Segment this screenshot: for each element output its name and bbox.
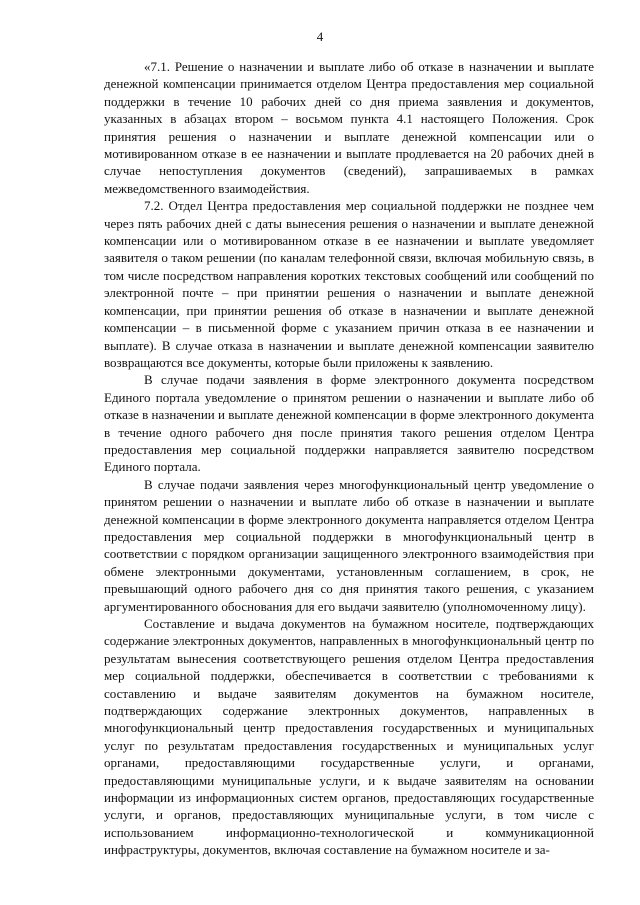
paragraph-multifunctional-center: В случае подачи заявления через многофункциональный центр уведомление о принятом решении о назначении и выплате либо об отказе в назначении и выплате денежной компенсации в форме электронного документа направляется отделом Центра предоставления мер социальной поддержки в многофункциональный центр в соответствии с порядком организации защищенного электронного взаимодействия при обмене электронными документами, установленным соглашением, в срок, не превышающий одного рабочего дня со дня принятия такого решения, с указанием аргументированного обоснования для его выдачи заявителю (уполномоченному лицу).	[104, 476, 594, 614]
paragraph-7-1: «7.1. Решение о назначении и выплате либо об отказе в назначении и выплате денежной компенсации принимается отделом Центра предоставления мер социальной поддержки в течение 10 рабочих дней со дня приема заявления и документов, указанных в абзацах втором – восьмом пункта 4.1 настоящего Положения. Срок принятия решения о назначении и выплате денежной компенсации или о мотивированном отказе в ее назначении и выплате продлевается на 20 рабочих дней в случае непоступления документов (сведений), запрашиваемых в рамках межведомственного взаимодействия.	[104, 59, 594, 196]
paragraph-7-2: 7.2. Отдел Центра предоставления мер социальной поддержки не позднее чем через пять рабочих дней с даты вынесения решения о назначении и выплате денежной компенсации или о мотивированном отказе в ее назначении и выплате уведомляет заявителя о таком решении (по каналам телефонной связи, включая мобильную связь, в том числе посредством направления коротких текстовых сообщений или сообщений по электронной почте – при принятии решения о назначении и выплате денежной компенсации, при принятии решения об отказе в назначении и выплате денежной компенсации – в письменной форме с указанием причин отказа в ее назначении и выплате). В случае отказа в назначении и выплате денежной компенсации заявителю возвращаются все документы, которые были приложены к заявлению.	[104, 198, 594, 370]
page-number: 4	[316, 29, 324, 44]
document-body	[104, 58, 594, 859]
paragraph-paper-documents: Составление и выдача документов на бумажном носителе, подтверждающих содержание электронных документов, направленных в многофункциональный центр по результатам вынесения соответствующего решения отделом Центра предоставления мер социальной поддержки, обеспечивается в соответствии с требованиями к составлению и выдаче заявителям документов на бумажном носителе, подтверждающих содержание электронных документов, направленных в многофункциональный центр предоставления государственных и муниципальных услуг по результатам предоставления государственных и муниципальных услуг органами, предоставляющими государственные услуги, и органами, предоставляющими муниципальные услуги, и к выдаче заявителям на основании информации из информационных систем органов, предоставляющих государственные услуги, и органов, предоставляющих муниципальные услуги, в том числе с использованием информационно-технологической и коммуникационной инфраструктуры, документов, включая составление на бумажном носителе и за-	[104, 616, 594, 858]
paragraph-single-portal: В случае подачи заявления в форме электронного документа посредством Единого портала уведомление о принятом решении о назначении и выплате либо об отказе в назначении и выплате денежной компенсации в форме электронного документа в течение одного рабочего дня после принятия такого решения отделом Центра предоставления мер социальной поддержки направляется заявителю посредством Единого портала.	[104, 372, 594, 475]
